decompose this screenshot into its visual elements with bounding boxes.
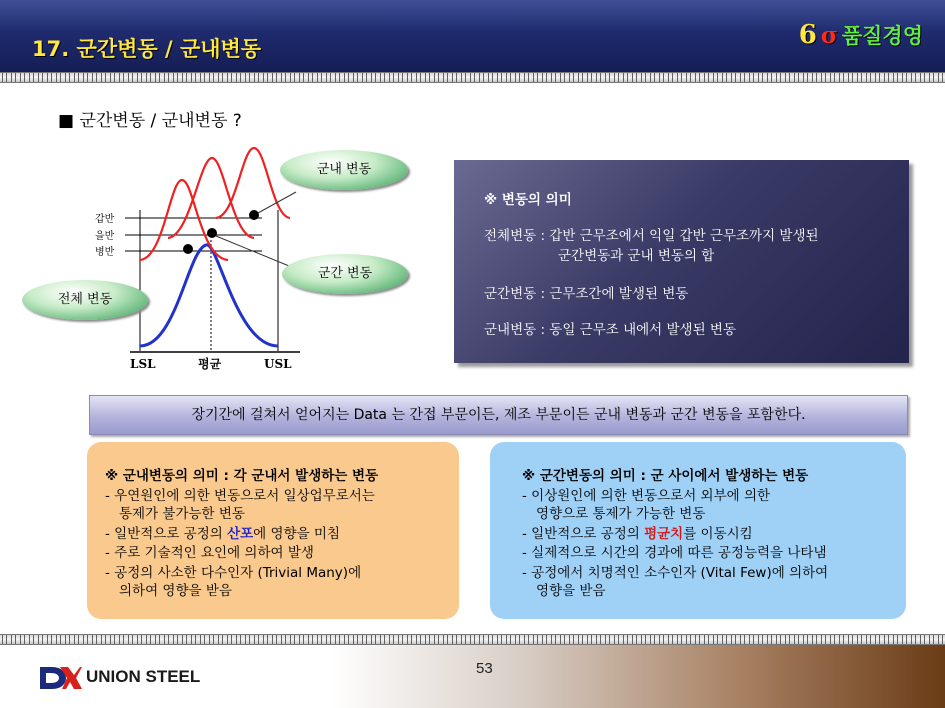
within-variation-label: 군내 변동 xyxy=(316,162,372,177)
within-panel-line-6: 의하여 영향을 받음 xyxy=(119,583,232,599)
between-line-3-pre: - 일반적으로 공정의 xyxy=(522,526,645,542)
info-box xyxy=(454,160,909,363)
total-variation-curve xyxy=(140,245,278,346)
shift-c-label: 병반 xyxy=(95,247,115,258)
total-variation-bubble xyxy=(22,280,148,320)
lsl-label: LSL xyxy=(130,357,156,371)
between-line-3-highlight: 평균치 xyxy=(644,526,684,542)
dot-shift-a xyxy=(249,210,259,220)
between-line-3-post: 를 이동시킴 xyxy=(683,526,753,542)
between-panel-line-3 xyxy=(522,522,753,542)
between-panel-line-6: 영향을 받음 xyxy=(536,583,606,599)
total-variation-label: 전체 변동 xyxy=(57,292,113,307)
brand-label xyxy=(799,20,923,50)
union-steel-logo-icon xyxy=(38,664,82,692)
info-title: ※ 변동의 의미 xyxy=(484,192,572,208)
within-panel-line-1: - 우연원인에 의한 변동으로서 일상업무로서는 xyxy=(105,488,375,504)
section-heading: ■ 군간변동 / 군내변동 ? xyxy=(58,111,242,131)
info-between-line: 군간변동 : 근무조간에 발생된 변동 xyxy=(484,286,689,302)
info-total-line-1: 전체변동 : 갑반 근무조에서 익일 갑반 근무조까지 발생된 xyxy=(484,228,819,244)
within-panel-line-4: - 주로 기술적인 요인에 의하여 발생 xyxy=(105,545,314,561)
between-variation-bubble xyxy=(282,254,408,294)
between-variation-label: 군간 변동 xyxy=(317,266,373,281)
summary-banner: 장기간에 걸쳐서 얻어지는 Data 는 간접 부문이든, 제조 부문이든 군내 변동과 군간 변동을 포함한다. xyxy=(89,395,908,435)
between-panel-line-5: - 공정에서 치명적인 소수인자 (Vital Few)에 의하여 xyxy=(522,565,829,581)
between-panel-title: ※ 군간변동의 의미 : 군 사이에서 발생하는 변동 xyxy=(522,468,809,484)
info-within-line: 군내변동 : 동일 근무조 내에서 발생된 변동 xyxy=(484,322,736,338)
within-panel-line-5: - 공정의 사소한 다수인자 (Trivial Many)에 xyxy=(105,565,362,581)
brand-six: 6 xyxy=(798,20,817,50)
brand-text: 품질경영 xyxy=(841,24,923,48)
within-variation-panel xyxy=(87,442,459,619)
between-panel-line-4: - 실제적으로 시간의 경과에 따른 공정능력을 나타냄 xyxy=(522,545,827,561)
between-panel-line-2: 영향으로 통제가 가능한 변동 xyxy=(536,506,706,522)
within-line-3-highlight: 산포 xyxy=(227,526,254,542)
group-curve-3 xyxy=(216,148,290,218)
shift-b-label: 을반 xyxy=(95,231,115,242)
within-line-3-post: 에 영향을 미침 xyxy=(253,526,341,542)
between-leader xyxy=(216,236,294,268)
between-panel-line-1: - 이상원인에 의한 변동으로서 외부에 의한 xyxy=(522,488,771,504)
between-variation-panel xyxy=(490,442,906,619)
dot-shift-b xyxy=(207,228,217,238)
decorative-band-bottom xyxy=(0,634,945,645)
page-title: 17. 군간변동 / 군내변동 xyxy=(32,37,262,61)
within-panel-line-3 xyxy=(105,522,340,542)
dot-shift-c xyxy=(183,244,193,254)
within-variation-bubble xyxy=(280,150,408,190)
mean-label: 평균 xyxy=(198,357,222,371)
within-panel-line-2: 통제가 불가능한 변동 xyxy=(119,506,245,522)
page-number: 53 xyxy=(476,660,493,677)
company-name: UNION STEEL xyxy=(86,667,201,686)
brand-sigma: σ xyxy=(820,22,838,49)
within-leader xyxy=(258,192,296,213)
shift-a-label: 갑반 xyxy=(95,214,115,225)
decorative-band-top xyxy=(0,72,945,83)
usl-label: USL xyxy=(264,357,292,371)
within-line-3-pre: - 일반적으로 공정의 xyxy=(105,526,228,542)
within-panel-title: ※ 군내변동의 의미 : 각 군내서 발생하는 변동 xyxy=(105,468,379,484)
info-total-line-2: 군간변동과 군내 변동의 합 xyxy=(558,248,715,264)
